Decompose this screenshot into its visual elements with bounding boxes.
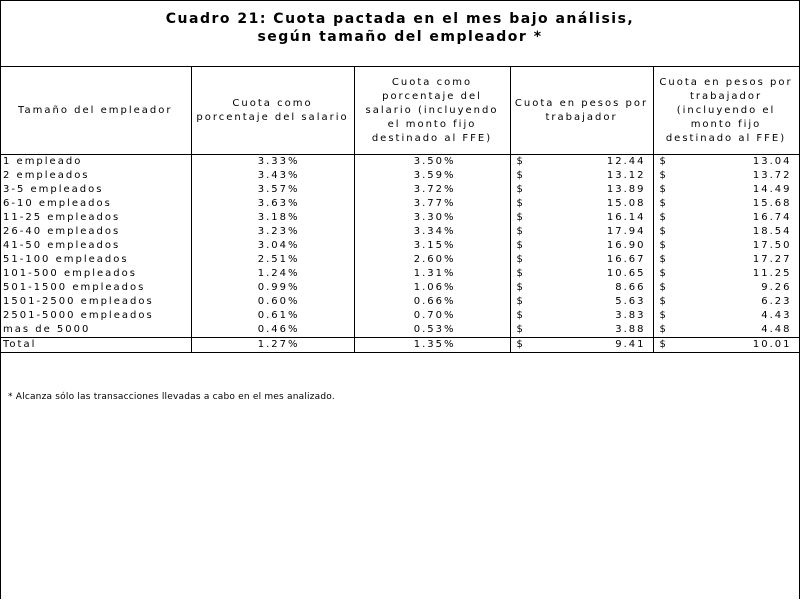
cell-pct-salary: 0.46% [191, 323, 354, 338]
amount-value: 6.23 [761, 296, 792, 307]
currency-symbol: $ [516, 184, 525, 195]
cell-pesos-worker-ffe [653, 253, 799, 267]
currency-symbol: $ [659, 170, 668, 181]
cell-pct-salary: 3.04% [191, 239, 354, 253]
cell-pct-salary: 1.27% [191, 338, 354, 353]
table-row [0, 281, 799, 295]
table-row [0, 239, 799, 253]
cell-pesos-worker-ffe [653, 239, 799, 253]
cell-pesos-worker-ffe [653, 323, 799, 338]
table-row [0, 197, 799, 211]
amount-value: 15.08 [606, 198, 646, 209]
amount-value: 5.63 [615, 296, 646, 307]
currency-symbol: $ [516, 240, 525, 251]
cell-pct-salary-ffe: 3.50% [354, 155, 510, 170]
table-row [0, 169, 799, 183]
currency-symbol: $ [516, 282, 525, 293]
amount-value: 3.83 [615, 310, 646, 321]
amount-value: 13.04 [752, 156, 792, 167]
amount-value: 9.26 [761, 282, 792, 293]
cell-pesos-worker [510, 323, 653, 338]
table-title [0, 10, 800, 46]
title-line-1: Cuadro 21: Cuota pactada en el mes bajo análisis, [165, 11, 635, 27]
cell-employer-size: 6-10 empleados [0, 197, 191, 211]
table-row [0, 323, 799, 338]
amount-value: 16.90 [606, 240, 646, 251]
header-pesos-worker: Cuota en pesos por trabajador [510, 67, 653, 155]
amount-value: 13.72 [752, 170, 792, 181]
currency-symbol: $ [516, 324, 525, 335]
header-pct-salary: Cuota como porcentaje del salario [191, 67, 354, 155]
cell-pesos-worker [510, 239, 653, 253]
cell-pesos-worker-ffe [653, 295, 799, 309]
cell-pct-salary: 0.61% [191, 309, 354, 323]
cell-pesos-worker-ffe [653, 169, 799, 183]
cell-pct-salary-ffe: 3.72% [354, 183, 510, 197]
cell-pesos-worker-ffe [653, 267, 799, 281]
cell-pesos-worker-ffe [653, 211, 799, 225]
amount-value: 4.48 [761, 324, 792, 335]
currency-symbol: $ [659, 156, 668, 167]
cell-pesos-worker [510, 183, 653, 197]
cell-pesos-worker [510, 281, 653, 295]
cell-pct-salary-ffe: 3.59% [354, 169, 510, 183]
cell-pct-salary: 0.99% [191, 281, 354, 295]
cell-pct-salary: 3.57% [191, 183, 354, 197]
cell-pct-salary-ffe: 0.53% [354, 323, 510, 338]
amount-value: 3.88 [615, 324, 646, 335]
cell-employer-size: mas de 5000 [0, 323, 191, 338]
currency-symbol: $ [516, 212, 525, 223]
cell-pct-salary: 1.24% [191, 267, 354, 281]
cell-pesos-worker [510, 155, 653, 170]
table-row [0, 183, 799, 197]
header-pesos-worker-ffe: Cuota en pesos por trabajador (incluyendo el monto fijo destinado al FFE) [653, 67, 799, 155]
currency-symbol: $ [659, 240, 668, 251]
cell-pct-salary-ffe: 3.34% [354, 225, 510, 239]
amount-value: 10.01 [752, 339, 792, 350]
cell-pct-salary: 3.33% [191, 155, 354, 170]
header-employer-size: Tamaño del empleador [0, 67, 191, 155]
cell-pct-salary: 2.51% [191, 253, 354, 267]
cell-employer-size: 2501-5000 empleados [0, 309, 191, 323]
currency-symbol: $ [659, 226, 668, 237]
table-body [0, 155, 799, 353]
amount-value: 11.25 [752, 268, 792, 279]
cell-pct-salary-ffe: 3.77% [354, 197, 510, 211]
cell-pct-salary-ffe: 2.60% [354, 253, 510, 267]
cell-pesos-worker-ffe [653, 309, 799, 323]
cell-pesos-worker-ffe [653, 225, 799, 239]
currency-symbol: $ [659, 339, 668, 350]
table-total-row [0, 338, 799, 353]
table-header-row [0, 67, 799, 155]
cell-pesos-worker [510, 169, 653, 183]
amount-value: 17.94 [606, 226, 646, 237]
currency-symbol: $ [516, 296, 525, 307]
currency-symbol: $ [659, 296, 668, 307]
cell-employer-size: Total [0, 338, 191, 353]
footnote: * Alcanza sólo las transacciones llevadas a cabo en el mes analizado. [8, 392, 335, 402]
cell-pct-salary-ffe: 1.35% [354, 338, 510, 353]
amount-value: 17.50 [752, 240, 792, 251]
table-row [0, 267, 799, 281]
cell-pct-salary-ffe: 1.06% [354, 281, 510, 295]
cell-employer-size: 501-1500 empleados [0, 281, 191, 295]
cell-employer-size: 41-50 empleados [0, 239, 191, 253]
currency-symbol: $ [516, 254, 525, 265]
cell-pct-salary: 3.18% [191, 211, 354, 225]
cell-employer-size: 1501-2500 empleados [0, 295, 191, 309]
amount-value: 15.68 [752, 198, 792, 209]
cell-pct-salary-ffe: 3.15% [354, 239, 510, 253]
cell-employer-size: 3-5 empleados [0, 183, 191, 197]
currency-symbol: $ [659, 254, 668, 265]
cell-employer-size: 26-40 empleados [0, 225, 191, 239]
cell-pesos-worker-ffe [653, 155, 799, 170]
cell-pesos-worker [510, 295, 653, 309]
data-table [0, 66, 800, 353]
cell-employer-size: 2 empleados [0, 169, 191, 183]
amount-value: 17.27 [752, 254, 792, 265]
header-pct-salary-ffe: Cuota como porcentaje del salario (incluyendo el monto fijo destinado al FFE) [354, 67, 510, 155]
table-row [0, 155, 799, 170]
cell-pesos-worker-ffe [653, 183, 799, 197]
cell-pct-salary: 3.43% [191, 169, 354, 183]
currency-symbol: $ [516, 198, 525, 209]
amount-value: 10.65 [606, 268, 646, 279]
cell-employer-size: 11-25 empleados [0, 211, 191, 225]
table-row [0, 295, 799, 309]
currency-symbol: $ [659, 198, 668, 209]
cell-pct-salary: 3.23% [191, 225, 354, 239]
amount-value: 18.54 [752, 226, 792, 237]
currency-symbol: $ [659, 212, 668, 223]
cell-pct-salary-ffe: 0.70% [354, 309, 510, 323]
currency-symbol: $ [659, 184, 668, 195]
amount-value: 9.41 [615, 339, 646, 350]
cell-pct-salary: 3.63% [191, 197, 354, 211]
currency-symbol: $ [516, 170, 525, 181]
cell-pesos-worker [510, 211, 653, 225]
cell-pesos-worker [510, 338, 653, 353]
cell-pesos-worker-ffe [653, 197, 799, 211]
currency-symbol: $ [516, 310, 525, 321]
cell-employer-size: 101-500 empleados [0, 267, 191, 281]
table-row [0, 225, 799, 239]
cell-pesos-worker [510, 309, 653, 323]
currency-symbol: $ [659, 268, 668, 279]
amount-value: 16.14 [606, 212, 646, 223]
cell-pct-salary: 0.60% [191, 295, 354, 309]
table-row [0, 211, 799, 225]
amount-value: 13.89 [606, 184, 646, 195]
currency-symbol: $ [516, 339, 525, 350]
table-row [0, 309, 799, 323]
cell-pesos-worker [510, 225, 653, 239]
currency-symbol: $ [659, 310, 668, 321]
cell-pesos-worker-ffe [653, 281, 799, 295]
amount-value: 4.43 [761, 310, 792, 321]
currency-symbol: $ [516, 268, 525, 279]
cell-employer-size: 1 empleado [0, 155, 191, 170]
table-row [0, 253, 799, 267]
cell-pesos-worker [510, 267, 653, 281]
currency-symbol: $ [516, 156, 525, 167]
cell-pct-salary-ffe: 3.30% [354, 211, 510, 225]
amount-value: 12.44 [606, 156, 646, 167]
cell-pesos-worker [510, 197, 653, 211]
amount-value: 16.67 [606, 254, 646, 265]
cell-employer-size: 51-100 empleados [0, 253, 191, 267]
cell-pesos-worker [510, 253, 653, 267]
amount-value: 16.74 [752, 212, 792, 223]
amount-value: 8.66 [615, 282, 646, 293]
cell-pct-salary-ffe: 0.66% [354, 295, 510, 309]
amount-value: 13.12 [606, 170, 646, 181]
currency-symbol: $ [516, 226, 525, 237]
amount-value: 14.49 [752, 184, 792, 195]
cell-pct-salary-ffe: 1.31% [354, 267, 510, 281]
currency-symbol: $ [659, 324, 668, 335]
cell-pesos-worker-ffe [653, 338, 799, 353]
title-line-2: según tamaño del empleador * [257, 29, 543, 45]
currency-symbol: $ [659, 282, 668, 293]
